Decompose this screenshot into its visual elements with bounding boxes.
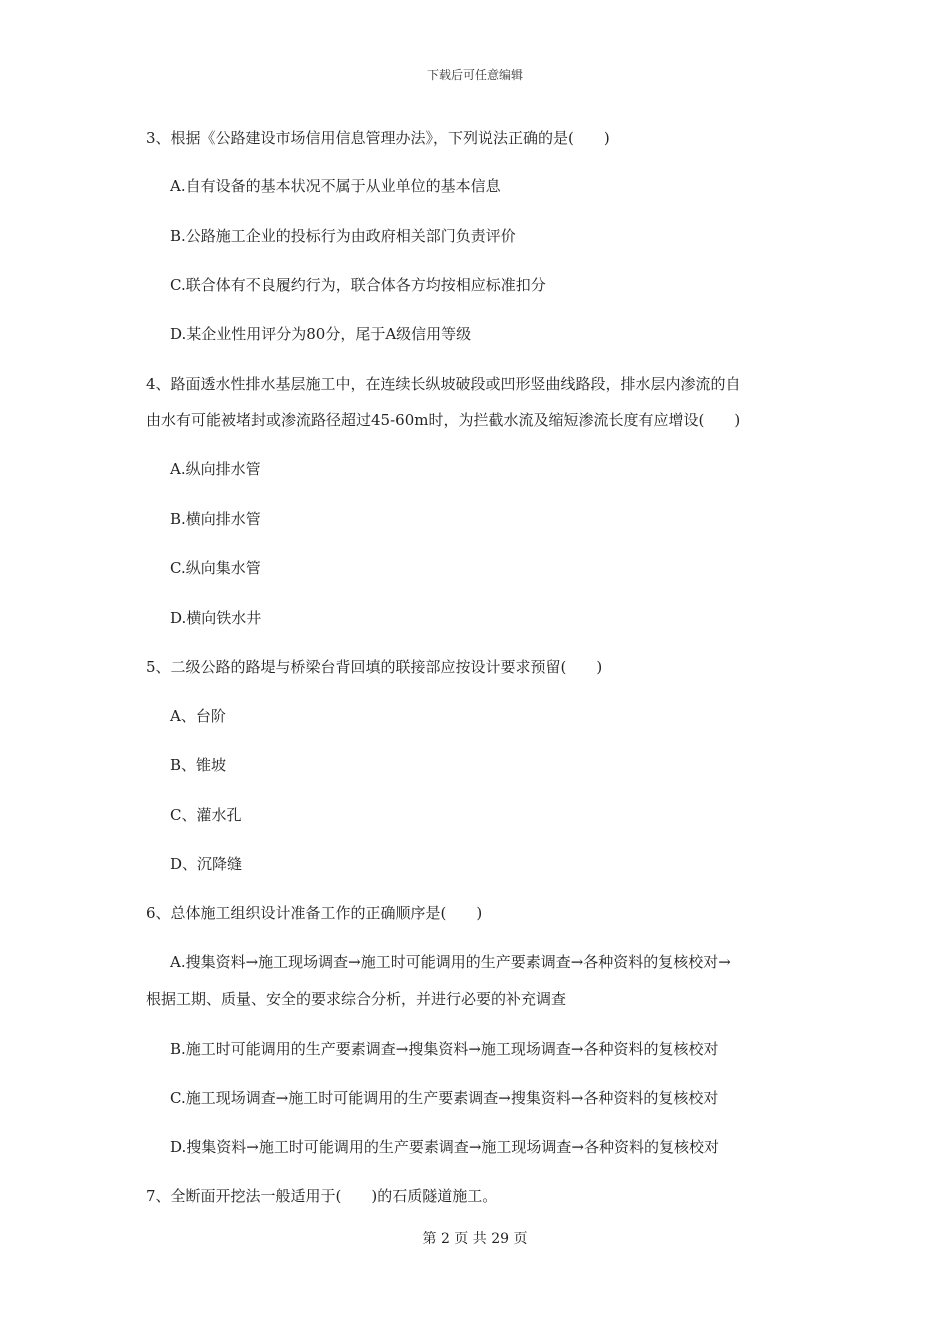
question-3-option-d: D.某企业性用评分为80分，尾于A级信用等级 <box>170 325 472 343</box>
question-4-stem-line-2: 由水有可能被堵封或渗流路径超过45-60m时，为拦截水流及缩短渗流长度有应增设( ) <box>146 411 741 429</box>
question-5-option-c: C、灌水孔 <box>170 806 242 824</box>
question-5-option-a: A、台阶 <box>170 707 226 725</box>
question-4-option-a: A.纵向排水管 <box>170 460 261 478</box>
question-6-option-d: D.搜集资料→施工时可能调用的生产要素调查→施工现场调查→各种资料的复核校对 <box>170 1138 719 1156</box>
question-3-option-c: C.联合体有不良履约行为，联合体各方均按相应标准扣分 <box>170 276 546 294</box>
question-3-option-a: A.自有设备的基本状况不属于从业单位的基本信息 <box>170 177 501 195</box>
question-6-option-a-line-1: A.搜集资料→施工现场调查→施工时可能调用的生产要素调查→各种资料的复核校对→ <box>170 953 731 971</box>
question-6-option-a-line-2: 根据工期、质量、安全的要求综合分析，并进行必要的补充调查 <box>146 990 567 1008</box>
question-6-stem: 6、总体施工组织设计准备工作的正确顺序是( ) <box>146 904 483 922</box>
question-5-stem: 5、二级公路的路堤与桥梁台背回填的联接部应按设计要求预留( ) <box>146 658 603 676</box>
question-4-option-c: C.纵向集水管 <box>170 559 261 577</box>
question-4-option-d: D.横向铁水井 <box>170 609 262 627</box>
question-5-option-b: B、锥坡 <box>170 756 227 774</box>
page-header: 下载后可任意编辑 <box>426 68 523 82</box>
question-7-stem: 7、全断面开挖法一般适用于( )的石质隧道施工。 <box>146 1187 498 1205</box>
page-footer: 第 2 页 共 29 页 <box>422 1231 528 1247</box>
question-5-option-d: D、沉降缝 <box>170 855 243 873</box>
question-3-stem: 3、根据《公路建设市场信用信息管理办法》，下列说法正确的是( ) <box>146 129 610 147</box>
question-6-option-c: C.施工现场调查→施工时可能调用的生产要素调查→搜集资料→各种资料的复核校对 <box>170 1089 719 1107</box>
question-3-option-b: B.公路施工企业的投标行为由政府相关部门负责评价 <box>170 227 516 245</box>
question-6-option-b: B.施工时可能调用的生产要素调查→搜集资料→施工现场调查→各种资料的复核校对 <box>170 1040 719 1058</box>
question-4-stem-line-1: 4、路面透水性排水基层施工中，在连续长纵坡破段或凹形竖曲线路段，排水层内渗流的自 <box>146 375 741 393</box>
question-4-option-b: B.横向排水管 <box>170 510 261 528</box>
